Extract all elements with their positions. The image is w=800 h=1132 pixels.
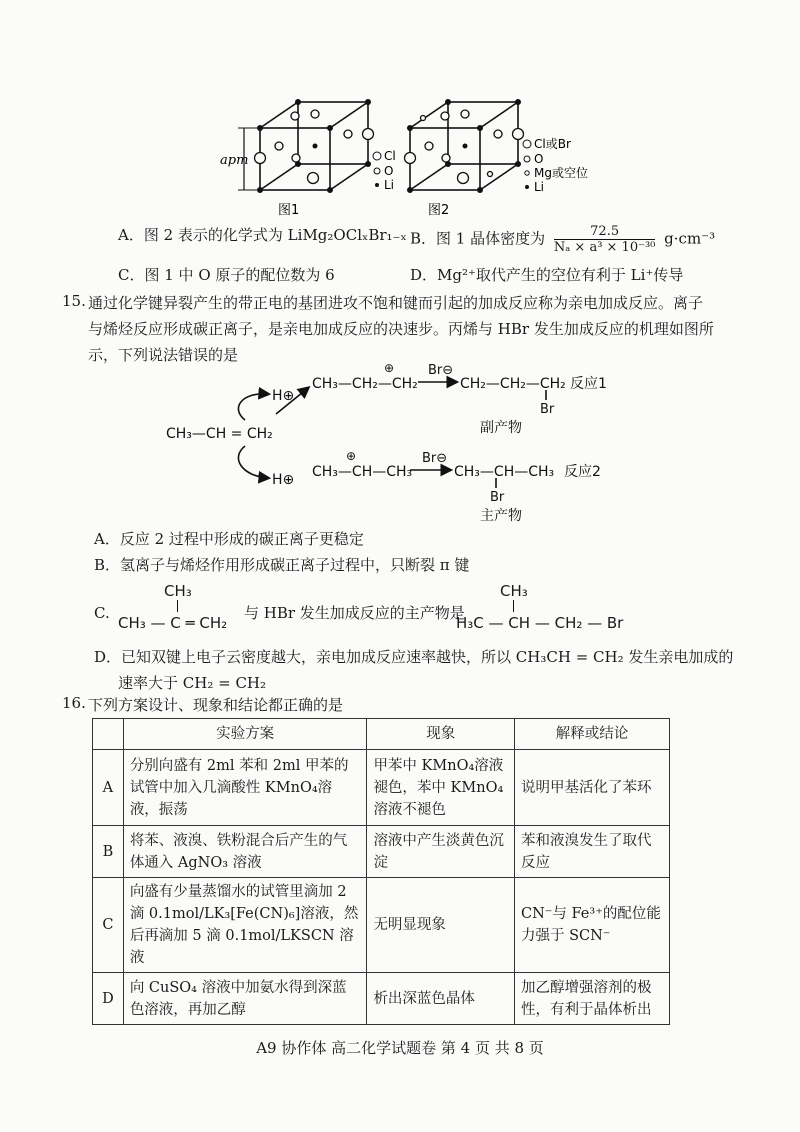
row-phenomenon: 析出深蓝色晶体 [367,973,515,1025]
cation-1: CH₃—CH₂—CH₂ [312,376,418,392]
reaction-1-label: 反应1 [570,376,607,392]
q14-option-b [410,224,715,255]
q15-c-reactant-bond [177,600,178,612]
table-header-row [93,719,670,750]
q16-stem: 下列方案设计、现象和结论都正确的是 [88,696,344,714]
q15-c-text: 与 HBr 发生加成反应的主产物是 [244,604,465,622]
product-1: CH₂—CH₂—CH₂ [460,376,566,392]
cation-2: CH₃—CH—CH₃ [312,464,413,480]
br-minus-1: Br⊖ [428,363,454,378]
q15-c-reactant-methyl: CH₃ [164,582,192,600]
row-label: D [93,973,124,1025]
table-header-phenomenon: 现象 [367,719,515,750]
product-2-br: Br [490,490,505,505]
q15-c-product-bond [513,600,514,612]
crystal-figures [220,88,600,218]
fig2-legend-mg: Mg或空位 [534,166,588,180]
row-plan: 将苯、液溴、铁粉混合后产生的气体通入 AgNO₃ 溶液 [123,826,367,878]
row-conclusion: 说明甲基活化了苯环 [514,750,669,826]
q15-c-product-methyl: CH₃ [500,582,528,600]
row-plan: 分别向盛有 2ml 苯和 2ml 甲苯的试管中加入几滴酸性 KMnO₄溶液，振荡 [123,750,367,826]
row-label: B [93,826,124,878]
q15-option-d-line1: D．已知双键上电子云密度越大，亲电加成反应速率越快，所以 CH₃CH = CH₂ 发生亲电加成的 [94,648,734,666]
row-label: C [93,878,124,973]
q15-option-a: A．反应 2 过程中形成的碳正离子更稳定 [94,530,364,548]
q16-number: 16. [62,694,86,712]
fig1-legend-o: O [384,164,394,178]
q14-option-d: D．Mg²⁺取代产生的空位有利于 Li⁺传导 [410,266,684,284]
row-conclusion: 加乙醇增强溶剂的极性，有利于晶体析出 [514,973,669,1025]
q15-option-b: B．氢离子与烯烃作用形成碳正离子过程中，只断裂 π 键 [94,556,470,574]
q15-stem-line3: 示，下列说法错误的是 [88,346,239,364]
q14-option-a: A．图 2 表示的化学式为 LiMg₂OClₓBr₁₋ₓ [118,226,407,244]
row-plan: 向盛有少量蒸馏水的试管里滴加 2 滴 0.1mol/LK₃[Fe(CN)₆]溶液，然后再滴加 5 滴 0.1mol/LKSCN 溶液 [123,878,367,973]
row-conclusion: CN⁻与 Fe³⁺的配位能力强于 SCN⁻ [514,878,669,973]
q14-density-numerator: 72.5 [554,224,656,240]
product-2: CH₃—CH—CH₃ [454,464,555,480]
table-row [93,878,670,973]
row-phenomenon: 溶液中产生淡黄色沉淀 [367,826,515,878]
q14-density-unit: g·cm⁻³ [664,229,716,248]
table-header-label [93,719,124,750]
row-phenomenon: 无明显现象 [367,878,515,973]
table-header-plan: 实验方案 [123,719,367,750]
row-plan: 向 CuSO₄ 溶液中加氨水得到深蓝色溶液，再加乙醇 [123,973,367,1025]
fig1-legend-li: Li [384,178,395,192]
fig1-dim-label: apm [220,153,249,168]
table-row [93,750,670,826]
h-plus-bottom: H⊕ [272,472,295,488]
q15-c-reactant: CH₃ — C ═ CH₂ [118,614,228,632]
fig1-caption: 图1 [278,203,300,218]
q15-number: 15. [62,292,86,310]
page-footer: A9 协作体 高二化学试题卷 第 4 页 共 8 页 [256,1039,544,1057]
q14-option-c: C．图 1 中 O 原子的配位数为 6 [118,266,335,284]
fig2-legend-o: O [534,152,544,166]
row-conclusion: 苯和液溴发生了取代反应 [514,826,669,878]
fig2-legend-clbr: Cl或Br [534,137,571,151]
table-header-conclusion: 解释或结论 [514,719,669,750]
br-minus-2: Br⊖ [422,451,448,466]
fig2-caption: 图2 [428,203,450,218]
reactant-propene: CH₃—CH = CH₂ [166,426,273,442]
cation-2-charge: ⊕ [346,449,357,463]
row-label: A [93,750,124,826]
product-1-br: Br [540,402,555,417]
q15-stem-line1: 通过化学键异裂产生的带正电的基团进攻不饱和键而引起的加成反应称为亲电加成反应。离子 [88,294,704,312]
q15-option-c-label: C. [94,604,110,622]
row-phenomenon: 甲苯中 KMnO₄溶液褪色，苯中 KMnO₄溶液不褪色 [367,750,515,826]
q16-experiment-table [92,718,670,1025]
q14-option-b-prefix: B．图 1 晶体密度为 [410,229,546,248]
fig1-legend-cl: Cl [384,149,396,163]
table-row [93,973,670,1025]
q15-mechanism-scheme [160,358,630,528]
q14-density-denominator: Nₐ × a³ × 10⁻³⁰ [553,240,656,255]
q15-c-product: H₃C — CH — CH₂ — Br [456,614,624,632]
main-product-label: 主产物 [480,508,522,524]
h-plus-top: H⊕ [272,388,295,404]
reaction-2-label: 反应2 [564,464,601,480]
fig2-legend-li: Li [534,180,545,194]
q15-stem-line2: 与烯烃反应形成碳正离子，是亲电加成反应的决速步。丙烯与 HBr 发生加成反应的机理如图所 [88,320,714,338]
q15-option-d-line2: 速率大于 CH₂ = CH₂ [118,674,267,692]
byproduct-label: 副产物 [480,420,522,436]
cation-1-charge: ⊕ [384,361,395,375]
table-row [93,826,670,878]
